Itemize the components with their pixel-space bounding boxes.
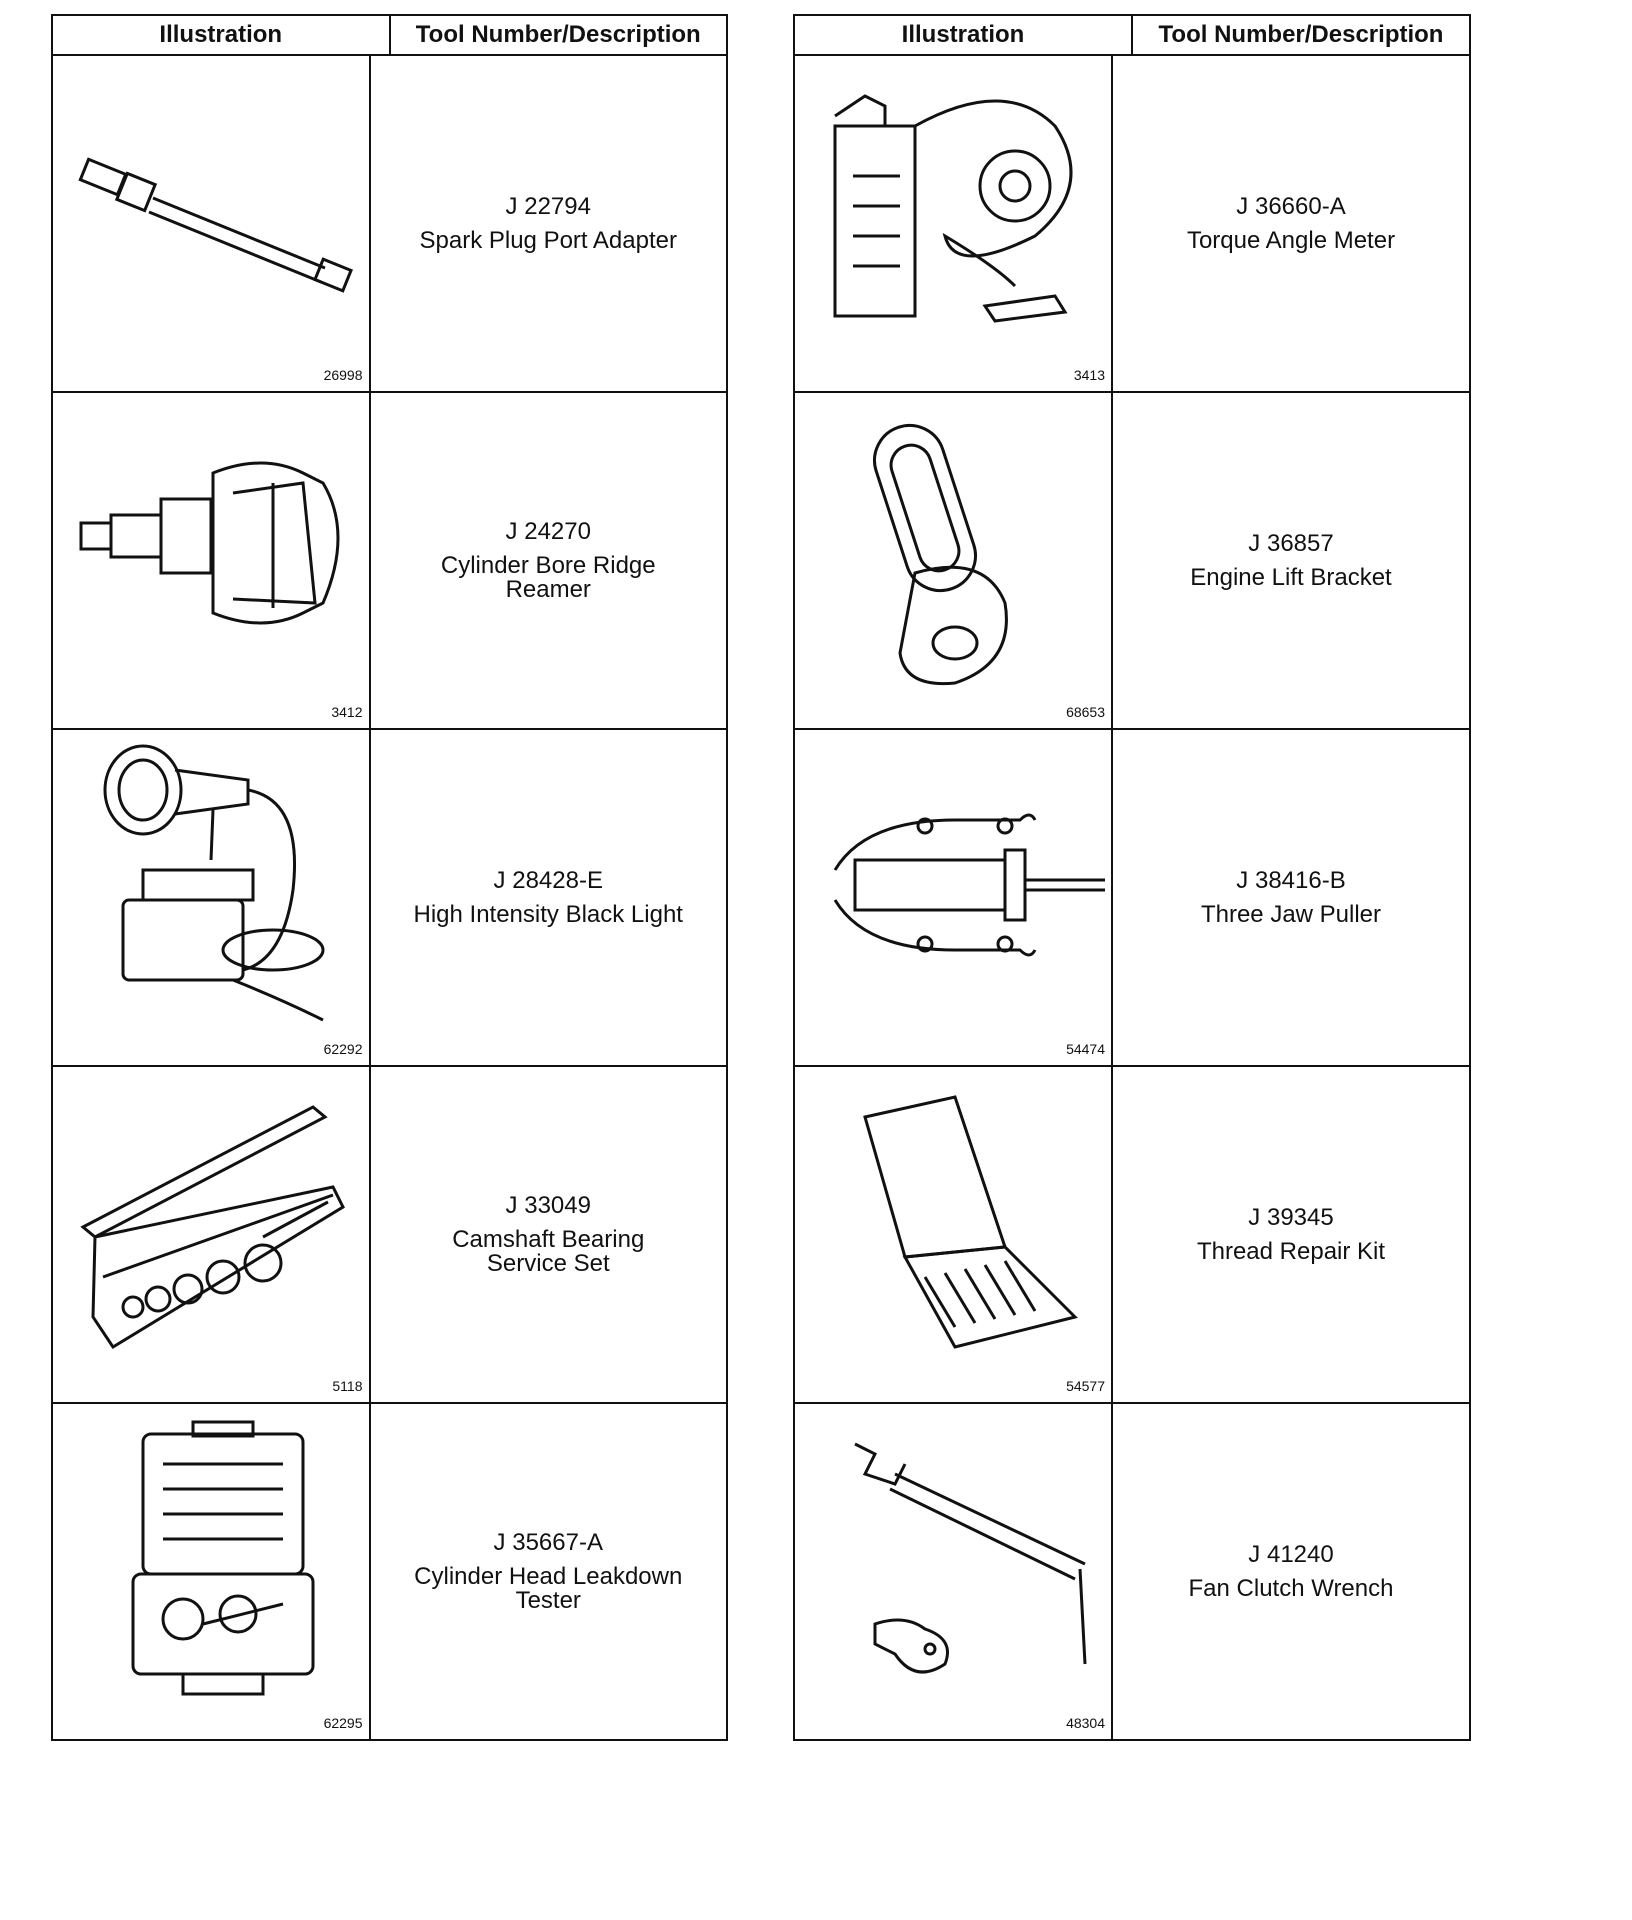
table-header — [795, 16, 1469, 56]
tool-description — [1113, 1404, 1469, 1739]
tool-description — [371, 1404, 727, 1739]
table-row — [795, 56, 1469, 393]
description-header: Tool Number/Description — [1158, 21, 1444, 48]
table-header — [53, 16, 726, 56]
figure-number: 54577 — [1066, 1378, 1105, 1394]
table-row — [53, 393, 726, 730]
black-light-icon — [63, 740, 379, 1030]
bearing-set-icon — [63, 1077, 379, 1367]
figure-number: 3413 — [1073, 367, 1105, 383]
tool-name: Three Jaw Puller — [1200, 900, 1382, 928]
tool-table-right — [793, 14, 1471, 1741]
reamer-icon — [63, 403, 379, 693]
tool-description — [371, 730, 727, 1065]
illustration-cell — [53, 1067, 371, 1402]
illustration-cell — [53, 393, 371, 728]
description-header: Tool Number/Description — [415, 21, 701, 48]
tool-number: J 28428-E — [493, 866, 603, 894]
figure-number: 3412 — [331, 704, 363, 720]
illustration-header: Illustration — [795, 16, 1133, 54]
torque-meter-icon — [805, 66, 1121, 356]
table-row — [795, 730, 1469, 1067]
tool-number: J 35667-A — [493, 1528, 603, 1556]
tool-name: Thread Repair Kit — [1196, 1237, 1386, 1265]
illustration-cell — [53, 1404, 371, 1739]
figure-number: 68653 — [1066, 704, 1105, 720]
tool-name: Camshaft Bearing Service Set — [452, 1225, 645, 1277]
illustration-cell — [795, 730, 1113, 1065]
table-row — [53, 1067, 726, 1404]
tool-number: J 39345 — [1248, 1203, 1334, 1231]
tool-number: J 38416-B — [1236, 866, 1346, 894]
illustration-cell — [53, 56, 371, 391]
illustration-cell — [795, 1067, 1113, 1402]
illustration-header: Illustration — [53, 16, 391, 54]
illustration-cell — [795, 56, 1113, 391]
leakdown-tester-icon — [63, 1414, 379, 1704]
wrench-icon — [805, 1414, 1121, 1704]
table-row — [795, 393, 1469, 730]
puller-icon — [805, 740, 1121, 1030]
tool-name: Spark Plug Port Adapter — [419, 226, 677, 254]
figure-number: 48304 — [1066, 1715, 1105, 1731]
table-row — [53, 1404, 726, 1739]
tool-number: J 24270 — [505, 517, 591, 545]
figure-number: 5118 — [332, 1378, 363, 1394]
tool-number: J 33049 — [505, 1191, 591, 1219]
figure-number: 54474 — [1066, 1041, 1105, 1057]
tool-table-left — [51, 14, 728, 1741]
illustration-cell — [53, 730, 371, 1065]
tool-description — [1113, 56, 1469, 391]
table-row — [795, 1404, 1469, 1739]
tool-description — [371, 393, 727, 728]
tool-number: J 41240 — [1248, 1540, 1334, 1568]
lift-bracket-icon — [805, 403, 1121, 693]
tool-description — [371, 56, 727, 391]
tool-number: J 36660-A — [1236, 192, 1346, 220]
table-row — [53, 730, 726, 1067]
tool-name: Torque Angle Meter — [1186, 226, 1396, 254]
figure-number: 26998 — [323, 367, 363, 383]
tool-description — [1113, 1067, 1469, 1402]
adapter-icon — [63, 66, 379, 356]
tool-name: Cylinder Head Leakdown Tester — [414, 1562, 683, 1614]
tool-number: J 36857 — [1248, 529, 1334, 557]
illustration-cell — [795, 1404, 1113, 1739]
figure-number: 62295 — [323, 1715, 363, 1731]
table-row — [795, 1067, 1469, 1404]
tool-name: Fan Clutch Wrench — [1188, 1574, 1394, 1602]
tool-number: J 22794 — [505, 192, 591, 220]
tool-description — [371, 1067, 727, 1402]
table-row — [53, 56, 726, 393]
tool-name: Engine Lift Bracket — [1190, 563, 1392, 591]
figure-number: 62292 — [323, 1041, 363, 1057]
illustration-cell — [795, 393, 1113, 728]
tool-description — [1113, 393, 1469, 728]
tool-description — [1113, 730, 1469, 1065]
tool-name: Cylinder Bore Ridge Reamer — [440, 551, 656, 603]
thread-kit-icon — [805, 1077, 1121, 1367]
tool-name: High Intensity Black Light — [413, 900, 683, 928]
